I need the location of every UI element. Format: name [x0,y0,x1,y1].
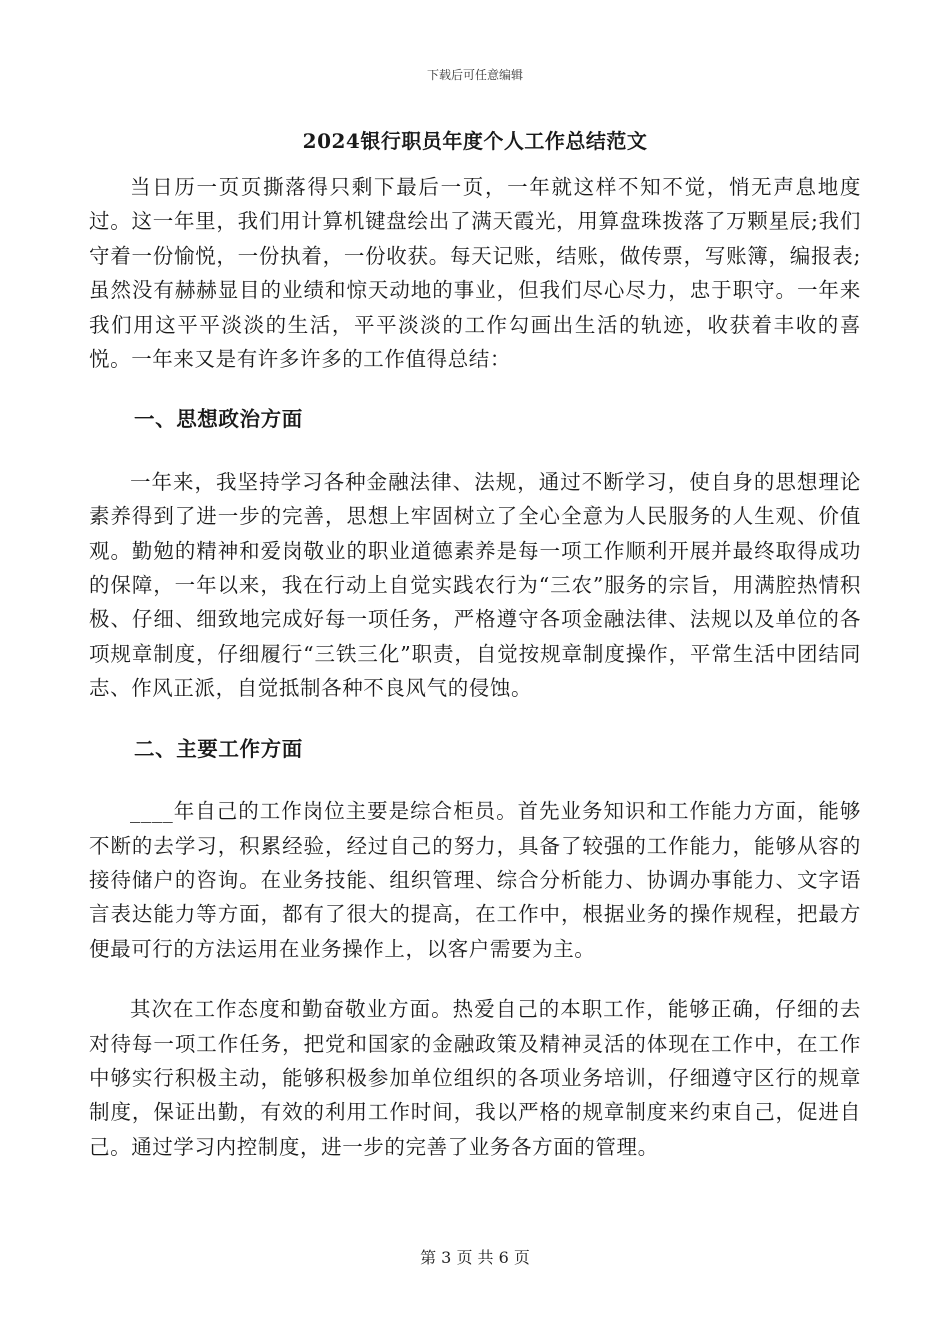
intro-paragraph: 当日历一页页撕落得只剩下最后一页，一年就这样不知不觉，悄无声息地度过。这一年里，我们用计算机键盘绘出了满天霞光，用算盘珠拨落了万颗星辰;我们守着一份愉悦，一份执着，一份收获。每天记账，结账，做传票，写账簿，编报表;虽然没有赫赫显目的业绩和惊天动地的事业，但我们尽心尽力，忠于职守。一年来我们用这平平淡淡的生活，平平淡淡的工作勾画出生活的轨迹，收获着丰收的喜悦。一年来又是有许多许多的工作值得总结： [89,175,861,372]
page-number: 第 3 页 共 6 页 [420,1248,530,1267]
spacer [89,966,861,992]
section-paragraph: 其次在工作态度和勤奋敬业方面。热爱自己的本职工作，能够正确，仔细的去对待每一项工作任务，把党和国家的金融政策及精神灵活的体现在工作中，在工作中够实行积极主动，能够积极参加单位组织的各项业务培训，仔细遵守区行的规章制度，保证出勤，有效的利用工作时间，我以严格的规章制度来约束自己，促进自己。通过学习内控制度，进一步的完善了业务各方面的管理。 [89,997,861,1159]
section-heading-ideology: 一、思想政治方面 [134,407,303,432]
spacer [89,706,861,732]
spacer [89,766,861,794]
spacer [89,437,861,465]
section-paragraph: 一年来，我坚持学习各种金融法律、法规，通过不断学习，使自身的思想理论素养得到了进一步的完善，思想上牢固树立了全心全意为人民服务的人生观、价值观。勤勉的精神和爱岗敬业的职业道德素养是每一项工作顺利开展并最终取得成功的保障，一年以来，我在行动上自觉实践农行为“三农”服务的宗旨，用满腔热情积极、仔细、细致地完成好每一项任务，严格遵守各项金融法律、法规以及单位的各项规章制度，仔细履行“三铁三化”职责，自觉按规章制度操作，平常生活中团结同志、作风正派，自觉抵制各种不良风气的侵蚀。 [89,469,861,701]
section-heading-work: 二、主要工作方面 [134,736,303,761]
section-paragraph: ____年自己的工作岗位主要是综合柜员。首先业务知识和工作能力方面，能够不断的去学习，积累经验，经过自己的努力，具备了较强的工作能力，能够从容的接待储户的咨询。在业务技能、组织管理、综合分析能力、协调办事能力、文字语言表达能力等方面，都有了很大的提高，在工作中，根据业务的操作规程，把最方便最可行的方法运用在业务操作上，以客户需要为主。 [89,799,861,961]
spacer [89,376,861,402]
document-title: 2024银行职员年度个人工作总结范文 [302,129,648,153]
page-header-note: 下载后可任意编辑 [426,68,523,82]
document-body [89,170,861,1164]
